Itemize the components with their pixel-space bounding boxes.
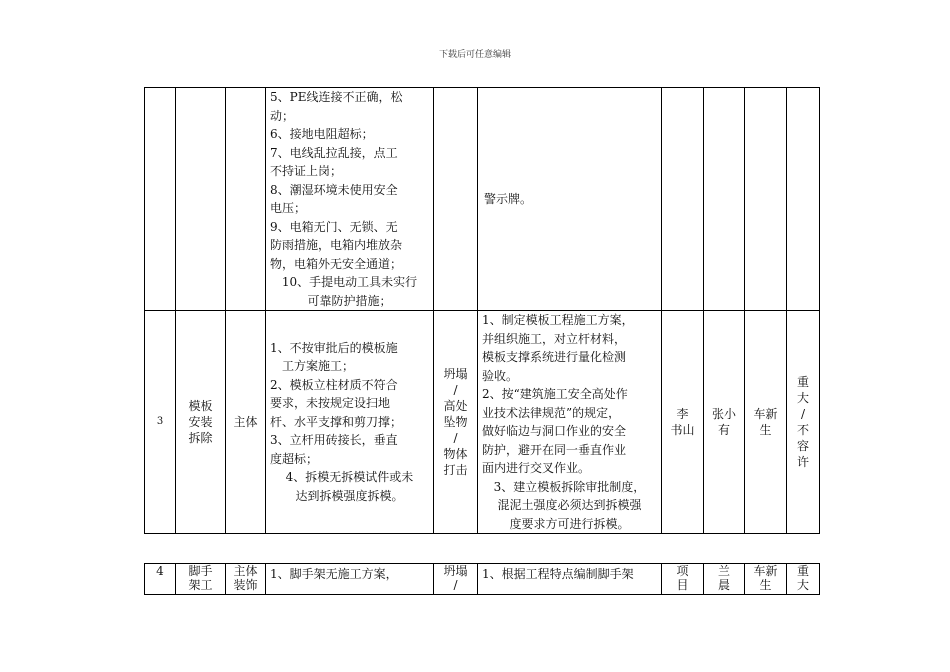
hazard-line: 6、接地电阻超标； [270, 127, 374, 141]
person-line: 兰 [717, 564, 730, 578]
level-line: 容 [796, 439, 809, 453]
hazard-line: 3、立杆用砖接长，垂直 [270, 433, 398, 448]
measure-line: 度要求方可进行拆模。 [509, 516, 630, 531]
cell-accident [434, 311, 478, 534]
hazard-line: 度超标； [270, 451, 319, 466]
cell-level [787, 88, 820, 311]
accident-line: 高处 [443, 399, 468, 413]
hazard-line: 动； [270, 108, 295, 123]
cell-hazards [266, 311, 434, 534]
hazard-line: 达到拆模强度拆模。 [295, 488, 404, 503]
measure-line: 业技术法律规范”的规定， [482, 405, 621, 420]
level-line: / [800, 407, 806, 421]
cell-person3 [745, 564, 787, 595]
level-line: 不 [796, 423, 809, 437]
table-row [145, 311, 820, 534]
measure-line: 3、建立模板拆除审批制度， [493, 479, 646, 494]
measure-line: 1、制定模板工程施工方案， [482, 313, 634, 327]
measure-line: 防护，避开在同一垂直作业 [482, 442, 627, 457]
person-line: 张小 [711, 407, 736, 421]
cell-person3 [745, 311, 787, 534]
person-line: 生 [759, 578, 772, 592]
cell-person1 [662, 88, 704, 311]
person-line: 车新 [753, 407, 778, 421]
cell-person1 [662, 311, 704, 534]
hazard-line: 物，电箱外无安全通道； [270, 256, 403, 271]
person-line: 车新 [753, 564, 778, 578]
level-line: 重 [796, 564, 809, 578]
cell-person1 [662, 564, 704, 595]
cell-person2 [704, 88, 745, 311]
accident-line: 打击 [443, 463, 468, 477]
person-line: 书山 [670, 423, 695, 437]
person-line: 目 [676, 578, 689, 592]
person-line: 生 [759, 423, 772, 437]
cell-level [787, 311, 820, 534]
hazard-table-bottom [144, 563, 820, 595]
hazard-line: 1、不按审批后的模板施 [270, 340, 398, 355]
page-header-note: 下载后可任意编辑 [438, 50, 511, 60]
activity-line: 模板 [188, 399, 213, 413]
cell-no: 3 [145, 311, 176, 534]
cell-measures: 警示牌。 [478, 88, 662, 311]
activity-line: 拆除 [188, 431, 213, 445]
measure-line: 验收。 [482, 368, 519, 383]
cell-part: 主体 [226, 311, 266, 534]
hazard-line: 5、PE线连接不正确，松 [270, 90, 403, 104]
hazard-table-top [144, 87, 820, 534]
hazard-line: 4、拆模无拆模试件或未 [285, 470, 414, 485]
hazard-line: 8、潮湿环境未使用安全 [270, 182, 398, 197]
activity-line: 安装 [188, 415, 213, 429]
cell-activity [176, 564, 226, 595]
activity-line: 架工 [188, 578, 213, 592]
level-line: 大 [796, 578, 809, 592]
hazard-line: 不持证上岗； [270, 164, 343, 178]
hazard-line: 工方案施工； [282, 359, 355, 374]
person-line: 晨 [717, 578, 730, 592]
hazard-line: 9、电箱无门、无锁、无 [270, 219, 398, 234]
hazard-line: 7、电线乱拉乱接，点工 [270, 145, 398, 160]
part-line: 主体 [233, 564, 258, 578]
accident-line: 坍塌 [443, 564, 468, 578]
cell-accident [434, 564, 478, 595]
accident-line: 物体 [443, 447, 468, 461]
cell-part [226, 564, 266, 595]
cell-no [145, 88, 176, 311]
accident-line: 坠物 [443, 415, 468, 429]
hazard-line: 防雨措施，电箱内堆放杂 [270, 238, 403, 252]
cell-measures: 1、根据工程特点编制脚手架 [478, 564, 662, 595]
cell-person3 [745, 88, 787, 311]
level-line: 大 [796, 391, 809, 405]
hazard-line: 电压； [270, 201, 307, 215]
cell-activity [176, 88, 226, 311]
measure-line: 模板支撑系统进行量化检测 [482, 350, 627, 364]
table-row [145, 88, 820, 311]
level-line: 许 [796, 455, 809, 469]
hazard-line: 10、手提电动工具未实行 [281, 275, 418, 289]
hazard-line: 可靠防护措施； [307, 293, 392, 308]
accident-line: / [453, 383, 458, 397]
part-line: 装饰 [233, 578, 258, 592]
accident-line: 坍塌 [443, 367, 468, 381]
activity-line: 脚手 [188, 564, 213, 578]
cell-person2 [704, 564, 745, 595]
cell-level [787, 564, 820, 595]
cell-accident [434, 88, 478, 311]
measure-line: 混泥土强度必须达到拆模强 [497, 498, 642, 512]
level-line: 重 [796, 375, 809, 389]
cell-measures [478, 311, 662, 534]
hazard-line: 2、模板立柱材质不符合 [270, 377, 398, 392]
hazard-line: 要求，未按规定设扫地 [270, 396, 391, 411]
cell-activity [176, 311, 226, 534]
cell-hazards: 1、脚手架无施工方案， [266, 564, 434, 595]
person-line: 项 [676, 564, 689, 578]
measure-line: 并组织施工，对立杆材料， [482, 331, 627, 346]
measure-line: 面内进行交叉作业。 [482, 461, 591, 475]
person-line: 李 [676, 407, 689, 421]
measure-line: 2、按“建筑施工安全高处作 [482, 387, 628, 401]
measure-line: 做好临边与洞口作业的安全 [482, 424, 627, 438]
accident-line: / [453, 431, 458, 445]
accident-line: / [453, 578, 458, 592]
table-row [145, 564, 820, 595]
person-line: 有 [717, 423, 730, 437]
cell-hazards [266, 88, 434, 311]
cell-no: 4 [145, 564, 176, 595]
hazard-line: 杆、水平支撑和剪刀撑； [270, 414, 403, 429]
cell-part [226, 88, 266, 311]
cell-person2 [704, 311, 745, 534]
